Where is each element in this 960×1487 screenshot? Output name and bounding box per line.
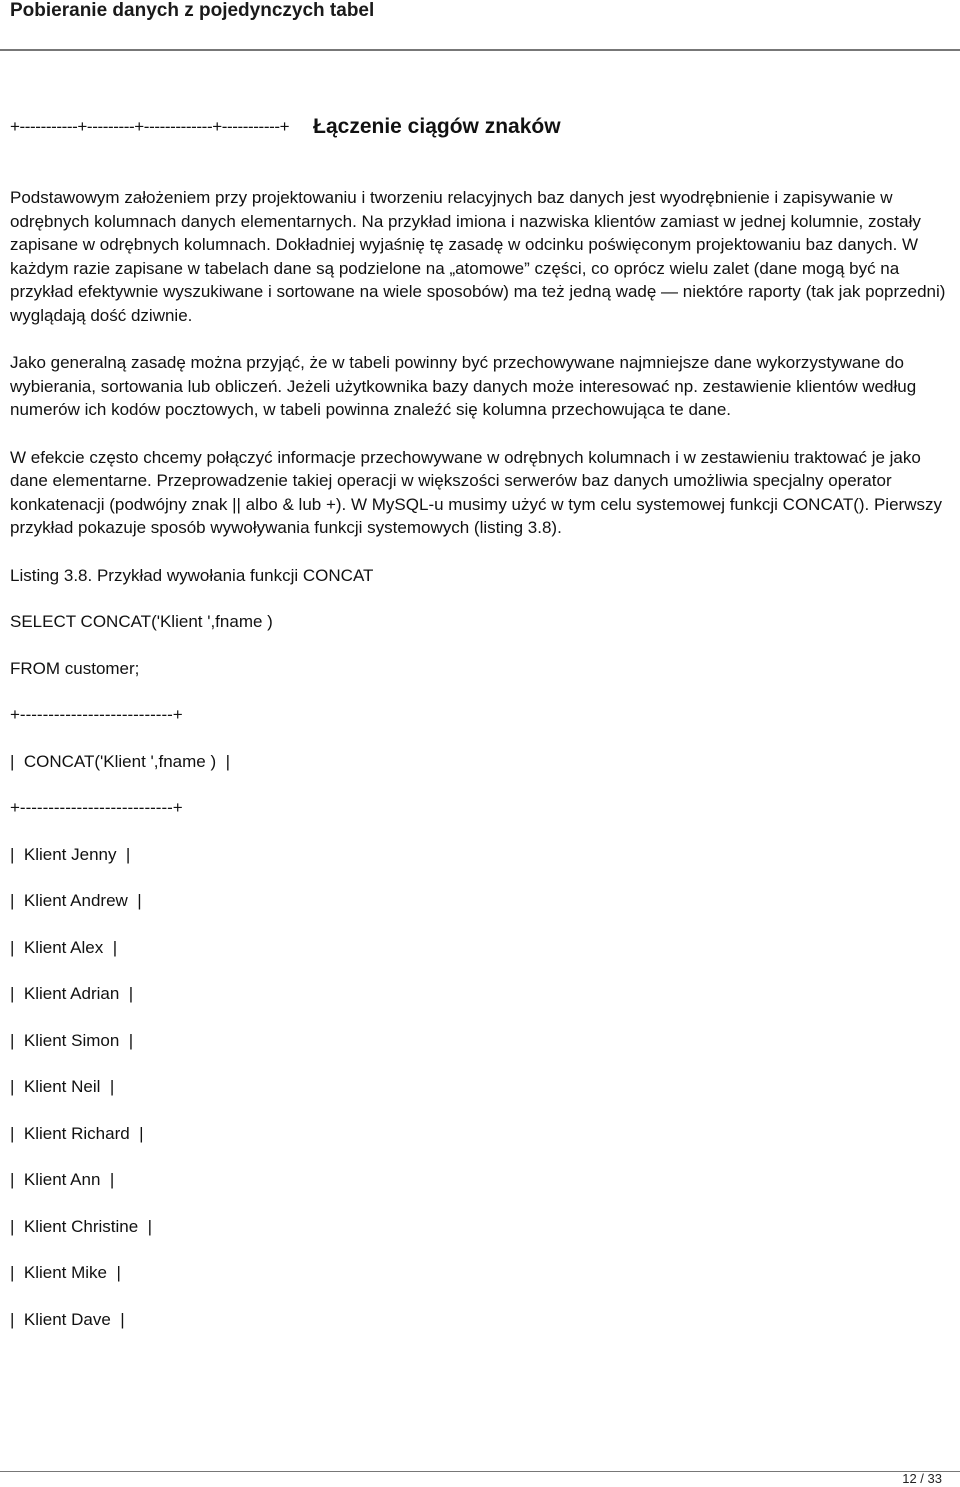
- listing-line: SELECT CONCAT('Klient ',fname ): [10, 612, 273, 631]
- listing-line: +---------------------------+: [10, 705, 183, 724]
- listing-line: | Klient Mike |: [10, 1263, 121, 1282]
- listing-line: | Klient Richard |: [10, 1123, 144, 1143]
- table-border-line: +-----------+---------+-------------+-----------+: [10, 117, 290, 137]
- document-body: [10, 112, 955, 1354]
- page-title: Pobieranie danych z pojedynczych tabel: [10, 0, 375, 21]
- listing-line: | Klient Christine |: [10, 1216, 153, 1236]
- paragraph: Jako generalną zasadę można przyjąć, że w tabeli powinny być przechowywane najmniejsze dane wykorzystywane do wybierania, sortowania lub obliczeń. Jeżeli użytkownika bazy danych może interesować np. zestawienie klientów według numerów ich kodów pocztowych, w tabeli powinna znaleźć się kolumna przechowująca te dane.: [10, 353, 917, 419]
- page-number: 12 / 33: [902, 1471, 942, 1486]
- listing-line: | Klient Neil |: [10, 1077, 115, 1096]
- paragraph: W efekcie często chcemy połączyć informacje przechowywane w odrębnych kolumnach i w zestawieniu traktować je jako dane elementarne. Przeprowadzenie takiej operacji w większości serwerów baz danych umożliwia specjalny operator konkatenacji (podwójny znak || albo & lub +). W MySQL-u musimy użyć w tym celu systemowej funkcji CONCAT(). Pierwszy przykład pokazuje sposób wywoływania funkcji systemowych (listing 3.8).: [10, 447, 942, 537]
- listing-line: | Klient Andrew |: [10, 891, 142, 910]
- listing-line: FROM customer;: [10, 658, 140, 678]
- listing-title: Listing 3.8. Przykład wywołania funkcji CONCAT: [10, 565, 374, 585]
- footer-divider: [0, 1471, 960, 1472]
- listing-line: | Klient Alex |: [10, 937, 118, 957]
- listing-line: +---------------------------+: [10, 798, 183, 817]
- listing-line: | Klient Simon |: [10, 1030, 134, 1050]
- listing-block: [10, 610, 955, 1331]
- listing-line: | Klient Ann |: [10, 1170, 115, 1189]
- listing-line: | Klient Jenny |: [10, 844, 131, 864]
- header-divider: [0, 49, 960, 51]
- listing-line: | Klient Adrian |: [10, 984, 134, 1003]
- section-heading-row: [10, 112, 955, 142]
- listing-line: | Klient Dave |: [10, 1309, 125, 1329]
- section-heading: Łączenie ciągów znaków: [313, 115, 561, 139]
- listing-line: | CONCAT('Klient ',fname ) |: [10, 751, 230, 771]
- paragraph: Podstawowym założeniem przy projektowaniu i tworzeniu relacyjnych baz danych jest wyodrębnienie i zapisywanie w odrębnych kolumnach danych elementarnych. Na przykład imiona i nazwiska klientów zamiast w jednej kolumnie, zostały zapisane w odrębnych kolumnach. Dokładniej wyjaśnię tę zasadę w odcinku poświęconym projektowaniu baz danych. W każdym razie zapisane w tabelach dane są podzielone na „atomowe” części, co oprócz wielu zalet (dane mogą być na przykład efektywnie wyszukiwane i sortowane na wiele sposobów) ma też jedną wadę — niektóre raporty (tak jak poprzedni) wyglądają dość dziwnie.: [10, 188, 946, 325]
